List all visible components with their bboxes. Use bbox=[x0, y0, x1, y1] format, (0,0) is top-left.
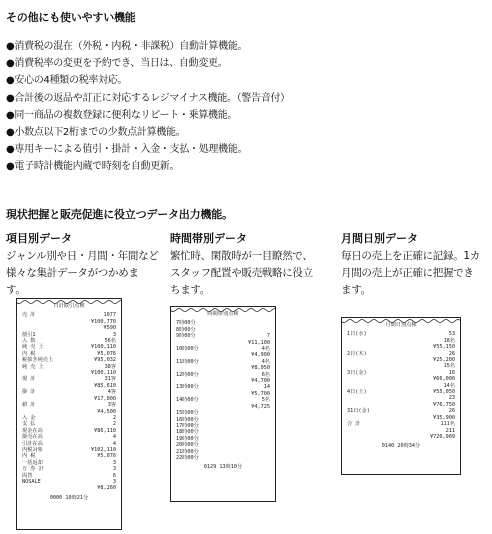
feature-item: ●電子時計機能内蔵で時刻を自動更新。 bbox=[6, 161, 180, 173]
description-line: す。 bbox=[6, 284, 26, 296]
receipt-value: ¥95,032 bbox=[94, 357, 116, 364]
receipt-label: 引計在高 bbox=[22, 440, 43, 447]
receipt-label: 現 計 bbox=[22, 376, 36, 383]
receipt-label: 内 税 bbox=[22, 453, 36, 460]
receipt-label: 値 計 bbox=[22, 402, 36, 409]
receipt-value: ¥100,770 bbox=[91, 318, 116, 325]
receipt-item-data bbox=[16, 298, 122, 530]
receipt-value: 14 bbox=[263, 384, 270, 391]
receipt-label: 13時00分 bbox=[176, 384, 199, 391]
receipt-label: 割引1 bbox=[22, 331, 36, 338]
column-heading: 項目別データ bbox=[6, 232, 72, 245]
receipt-label: 内 税 bbox=[22, 350, 36, 357]
column-description bbox=[170, 248, 326, 299]
description-line: ます。 bbox=[341, 284, 371, 296]
receipt-value: 14名 bbox=[443, 382, 455, 389]
description-line: 月間の売上が正確に把握でき bbox=[341, 267, 474, 279]
receipt-value: 56名 bbox=[104, 338, 116, 345]
receipt-value: ¥4,900 bbox=[251, 352, 270, 359]
feature-item: ●専用キーによる值引・掛計・入金・支払・処理機能。 bbox=[6, 144, 248, 156]
receipt-value: 7 bbox=[266, 333, 270, 340]
description-line: 毎日の売上を正確に記録。1カ bbox=[341, 250, 480, 262]
receipt-row bbox=[342, 434, 460, 440]
receipt-value: ¥35,900 bbox=[433, 414, 455, 421]
receipt-value: 6 bbox=[112, 472, 116, 479]
receipt-label: 4日(土) bbox=[347, 389, 367, 396]
receipt-label: 2日(木) bbox=[347, 350, 367, 357]
receipt-label: 支 払 bbox=[22, 421, 36, 428]
receipt-value: ¥4,725 bbox=[251, 403, 270, 410]
torn-edge bbox=[341, 317, 461, 325]
feature-item: ●同一商品の複数登録に便利なリピート・乗算機能。 bbox=[6, 109, 238, 121]
feature-item: ●消費税率の変更を予約でき、当日は、自動変更。 bbox=[6, 58, 228, 70]
feature-item: ●合計後の返品や訂正に対応するレジマイナス機能。（警告音付） bbox=[6, 92, 290, 104]
column-description bbox=[6, 248, 162, 299]
receipt-value: ¥102,110 bbox=[91, 446, 116, 453]
receipt-label: 現金在高 bbox=[22, 427, 43, 434]
receipt-label: 14時00分 bbox=[176, 397, 199, 404]
torn-edge bbox=[170, 306, 276, 314]
receipt-label: 16時00分 bbox=[176, 416, 199, 423]
receipt-value: ¥100,110 bbox=[91, 344, 116, 351]
receipt-value: ¥8,050 bbox=[251, 365, 270, 372]
receipt-value: 4名 bbox=[261, 358, 270, 365]
feature-item: ●消費税の混在（外税・内税・非課税）自動計算機能。 bbox=[6, 41, 248, 52]
receipt-value: ¥86,110 bbox=[94, 427, 116, 434]
receipt-value: ¥5,076 bbox=[97, 453, 116, 460]
receipt-label: 8時00分 bbox=[176, 326, 196, 333]
receipt-value: 26 bbox=[448, 408, 455, 415]
column-item-data bbox=[6, 232, 162, 299]
receipt-value: 53 bbox=[448, 331, 455, 338]
receipt-label: 3日(金) bbox=[347, 369, 367, 376]
receipt-value: 2 bbox=[112, 414, 116, 421]
receipt-value: 5名 bbox=[261, 397, 270, 404]
receipt-label: 31日(金) bbox=[347, 408, 370, 415]
receipt-label: 20時00分 bbox=[176, 442, 199, 449]
receipt-value: ¥85,610 bbox=[94, 382, 116, 389]
receipt-monthly-data bbox=[341, 317, 461, 475]
feature-item: ●小数点以下2桁までの少数点計算機能。 bbox=[6, 127, 186, 139]
receipt-label: 21時00分 bbox=[176, 448, 199, 455]
receipt-title: 日計取引点検 bbox=[53, 303, 85, 309]
receipt-label: 15時00分 bbox=[176, 410, 199, 417]
receipt-label: 万 券 計 bbox=[22, 466, 44, 473]
receipt-label: 9時00分 bbox=[176, 333, 196, 340]
receipt-value: ¥25,200 bbox=[433, 357, 455, 364]
column-heading: 時間帯別データ bbox=[170, 232, 247, 245]
receipt-value: 15名 bbox=[443, 363, 455, 370]
receipt-label: 税抜き純売上 bbox=[22, 357, 54, 364]
receipt-value: 111名 bbox=[440, 421, 455, 428]
receipt-value: 3 bbox=[112, 466, 116, 473]
column-monthly-data bbox=[341, 232, 492, 299]
receipt-value: 23 bbox=[448, 395, 455, 402]
receipt-value: 4名 bbox=[261, 346, 270, 353]
receipt-value: 4 bbox=[112, 434, 116, 441]
feature-item: ●安心の4種類の税率対応。 bbox=[6, 75, 128, 87]
receipt-label: 入 数 bbox=[22, 338, 36, 345]
receipt-value: ¥5,076 bbox=[97, 350, 116, 357]
receipt-label: 19時00分 bbox=[176, 435, 199, 442]
receipt-hourly-data bbox=[170, 306, 276, 502]
receipt-value: 38客 bbox=[104, 363, 116, 370]
receipt-label: 入 金 bbox=[22, 414, 36, 421]
receipt-label: 一括返却 bbox=[22, 459, 43, 466]
receipt-value: ¥4,500 bbox=[97, 408, 116, 415]
receipt-value: ¥17,000 bbox=[94, 395, 116, 402]
receipt-value: 26 bbox=[448, 350, 455, 357]
receipt-label: 純 売 上 bbox=[22, 363, 44, 370]
section2-title: 現状把握と販売促進に役立つデータ出力機能。 bbox=[6, 208, 233, 221]
receipt-value: 4 bbox=[112, 440, 116, 447]
receipt-value: ¥100,110 bbox=[91, 370, 116, 377]
receipt-value: ¥5,700 bbox=[251, 390, 270, 397]
column-hourly-data bbox=[170, 232, 326, 299]
receipt-value: ¥726,909 bbox=[430, 433, 455, 440]
receipt-value: 18名 bbox=[443, 337, 455, 344]
receipt-value: 2 bbox=[112, 421, 116, 428]
description-line: ちます。 bbox=[170, 284, 210, 296]
receipt-value: 3 bbox=[112, 331, 116, 338]
receipt-value: 4客 bbox=[107, 389, 116, 396]
receipt-row bbox=[17, 485, 121, 491]
receipt-label: 11時00分 bbox=[176, 358, 199, 365]
receipt-label: 内税対象 bbox=[22, 446, 43, 453]
receipt-title: 月間日別点検 bbox=[385, 322, 417, 328]
receipt-footer: 0129 13時10分 bbox=[203, 464, 243, 471]
receipt-title: 時間帯別点検 bbox=[207, 311, 239, 317]
receipt-value: ¥55,050 bbox=[433, 389, 455, 396]
receipt-label: 純 売 上 bbox=[22, 344, 44, 351]
receipt-label: 7時00分 bbox=[176, 320, 196, 327]
receipt-label: 18時00分 bbox=[176, 429, 199, 436]
column-heading: 月間日別データ bbox=[341, 232, 418, 245]
receipt-value: 16 bbox=[448, 369, 455, 376]
torn-edge bbox=[16, 298, 122, 306]
description-line: 様々な集計データがつかめま bbox=[6, 267, 139, 279]
receipt-value: 3 bbox=[112, 459, 116, 466]
receipt-value: ¥4,700 bbox=[251, 378, 270, 385]
receipt-label: 掛売在高 bbox=[22, 434, 43, 441]
receipt-value: ¥66,000 bbox=[433, 376, 455, 383]
receipt-label: 合 計 bbox=[347, 421, 361, 428]
receipt-label: 12時00分 bbox=[176, 371, 199, 378]
receipt-value: ¥8,260 bbox=[97, 485, 116, 492]
feature-list bbox=[6, 38, 290, 176]
receipt-label: 掛 計 bbox=[22, 389, 36, 396]
receipt-value: ¥11,100 bbox=[248, 339, 270, 346]
receipt-value: ¥590 bbox=[103, 325, 116, 332]
receipt-value: 31客 bbox=[104, 376, 116, 383]
receipt-value: ¥76,750 bbox=[433, 401, 455, 408]
description-line: ジャンル別や日・月間・年間など bbox=[6, 250, 159, 262]
receipt-footer: 0140 20時34分 bbox=[381, 443, 421, 450]
column-description bbox=[341, 248, 492, 299]
description-line: スタッフ配置や販売戦略に役立 bbox=[170, 267, 313, 279]
receipt-value: 211 bbox=[445, 427, 455, 434]
description-line: 繁忙時、閑散時が一目瞭然で、 bbox=[170, 250, 313, 262]
receipt-label: 10時00分 bbox=[176, 346, 199, 353]
receipt-label: NOSALE bbox=[22, 478, 41, 485]
receipt-value: 3 bbox=[112, 478, 116, 485]
receipt-label: 17時00分 bbox=[176, 422, 199, 429]
receipt-footer: 0000 10時21分 bbox=[49, 494, 89, 501]
receipt-label: 1日(水) bbox=[347, 331, 367, 338]
receipt-label: 22時00分 bbox=[176, 454, 199, 461]
receipt-value: 6名 bbox=[261, 371, 270, 378]
receipt-value: 3客 bbox=[107, 402, 116, 409]
receipt-value: 1077 bbox=[103, 312, 116, 319]
receipt-row bbox=[171, 455, 275, 461]
receipt-value: ¥55,150 bbox=[433, 344, 455, 351]
receipt-label: 売 計 bbox=[22, 312, 36, 319]
receipt-label: 両替 bbox=[22, 472, 33, 479]
section1-title: その他にも使いやすい機能 bbox=[6, 11, 136, 24]
